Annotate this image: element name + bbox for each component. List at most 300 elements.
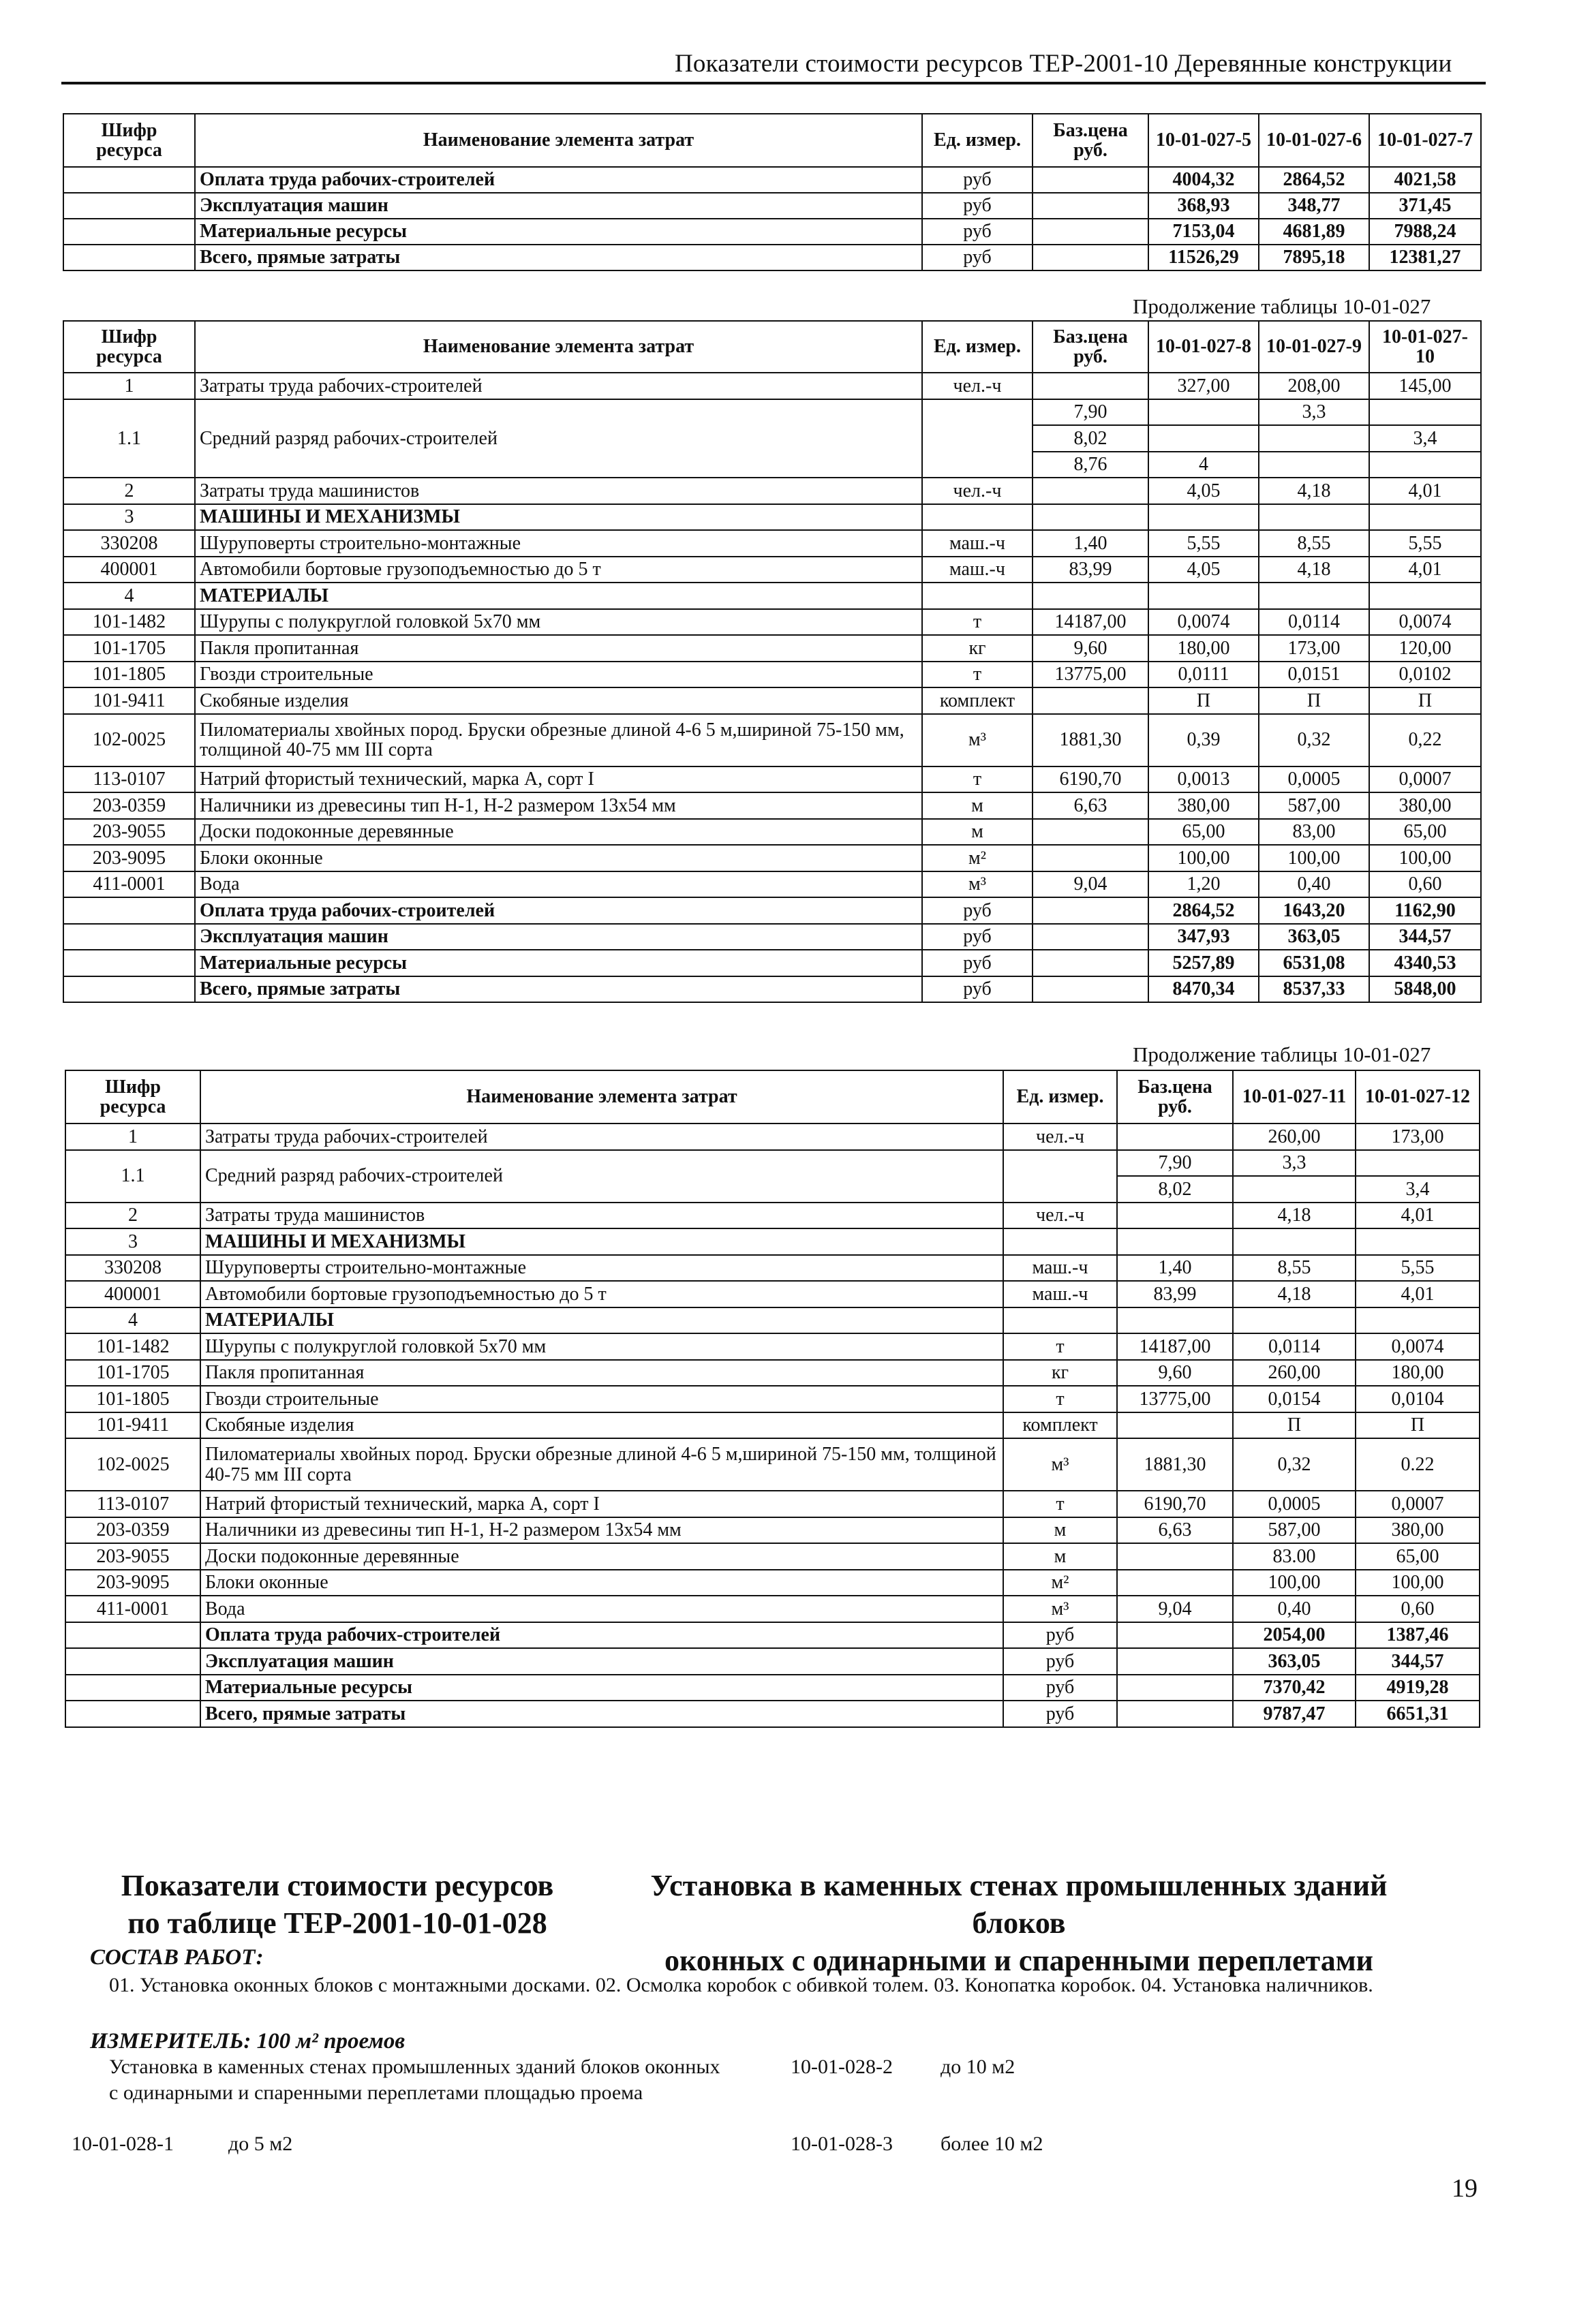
cell-value: 368,93 (1148, 193, 1259, 219)
cell-base-price (1117, 1307, 1233, 1334)
cell-unit: т (922, 609, 1033, 636)
cell-value: 380,00 (1148, 792, 1259, 819)
cell-unit: руб (922, 167, 1033, 193)
cell-base-price (1117, 1543, 1233, 1570)
cell-value (1148, 425, 1259, 452)
cell-name: МАШИНЫ И МЕХАНИЗМЫ (195, 504, 922, 531)
table-row (63, 976, 1481, 1003)
table-row (65, 1675, 1480, 1701)
cell-value: 0,0013 (1148, 766, 1259, 793)
cell-value: 0.22 (1356, 1438, 1480, 1491)
cell-code: 3 (63, 504, 195, 531)
cell-base-price (1033, 583, 1148, 609)
cell-value: П (1259, 687, 1369, 714)
cell-base-price (1033, 193, 1148, 219)
cell-unit: руб (1003, 1675, 1117, 1701)
table-header-row (65, 1070, 1480, 1124)
cell-value: 4,01 (1356, 1203, 1480, 1229)
table-row (65, 1124, 1480, 1150)
cell-unit: маш.-ч (922, 557, 1033, 583)
cell-unit: руб (922, 924, 1033, 950)
table-row (63, 766, 1481, 793)
cell-code: 330208 (65, 1255, 200, 1282)
cell-unit: маш.-ч (1003, 1281, 1117, 1307)
cell-name: Доски подоконные деревянные (200, 1543, 1003, 1570)
cell-unit: руб (922, 245, 1033, 270)
table-row (63, 714, 1481, 766)
cell-unit (922, 583, 1033, 609)
cell-base-price: 1881,30 (1033, 714, 1148, 766)
cell-unit (922, 399, 1033, 478)
col-header-v1: 10-01-027-5 (1148, 114, 1259, 167)
cell-base-price: 9,60 (1117, 1360, 1233, 1386)
cell-unit: т (922, 766, 1033, 793)
cost-table-3 (65, 1070, 1480, 1728)
cell-code (63, 950, 195, 976)
cell-unit: м³ (922, 714, 1033, 766)
col-header-v3: 10-01-027-10 (1369, 321, 1481, 373)
cell-base-price: 1,40 (1117, 1255, 1233, 1282)
table-row (65, 1701, 1480, 1727)
cell-value: 5,55 (1148, 530, 1259, 557)
section-title-left (116, 1867, 559, 1942)
table-row (63, 924, 1481, 950)
cell-name: Пакля пропитанная (200, 1360, 1003, 1386)
cell-value: 0,0114 (1259, 609, 1369, 636)
table-row (65, 1360, 1480, 1386)
cell-value: 1387,46 (1356, 1622, 1480, 1649)
cell-value: 12381,27 (1369, 245, 1481, 270)
cell-code (65, 1675, 200, 1701)
cell-value: 0,0074 (1356, 1333, 1480, 1360)
cell-name: Скобяные изделия (195, 687, 922, 714)
cell-value: П (1369, 687, 1481, 714)
cell-code: 1 (63, 373, 195, 399)
cell-unit (922, 504, 1033, 531)
table-row (63, 167, 1481, 193)
cell-code: 330208 (63, 530, 195, 557)
cell-value: 65,00 (1148, 819, 1259, 846)
item-code-3: 10-01-028-3 (791, 2133, 893, 2155)
cell-code: 101-1805 (63, 662, 195, 688)
cell-name: Средний разряд рабочих-строителей (195, 399, 922, 478)
table-row (63, 530, 1481, 557)
table-row (65, 1150, 1480, 1177)
col-header-v2: 10-01-027-6 (1259, 114, 1369, 167)
cell-value: 208,00 (1259, 373, 1369, 399)
cell-base-price: 9,04 (1117, 1596, 1233, 1622)
cell-base-price (1117, 1701, 1233, 1727)
cell-value: 5257,89 (1148, 950, 1259, 976)
cell-code: 101-1482 (63, 609, 195, 636)
cell-code: 101-1482 (65, 1333, 200, 1360)
cell-value: 4919,28 (1356, 1675, 1480, 1701)
table-row (63, 478, 1481, 504)
table-row (63, 245, 1481, 270)
cell-name: Всего, прямые затраты (200, 1701, 1003, 1727)
cell-base-price: 7,90 (1117, 1150, 1233, 1177)
cell-name: Гвозди строительные (195, 662, 922, 688)
cell-value: 260,00 (1233, 1124, 1356, 1150)
cell-base-price: 1,40 (1033, 530, 1148, 557)
cell-base-price: 9,60 (1033, 635, 1148, 662)
cell-name: Автомобили бортовые грузоподъемностью до 5 т (195, 557, 922, 583)
meter-label: ИЗМЕРИТЕЛЬ: 100 м² проемов (90, 2029, 406, 2054)
table-row (65, 1255, 1480, 1282)
cell-value (1356, 1150, 1480, 1177)
cell-value: 4,18 (1259, 478, 1369, 504)
cell-value: 2864,52 (1259, 167, 1369, 193)
section-title-right-line2: оконных с одинарными и спаренными переплетами (664, 1944, 1374, 1977)
cell-unit: руб (922, 219, 1033, 245)
cell-value: 7153,04 (1148, 219, 1259, 245)
continuation-note-2: Продолжение таблицы 10-01-027 (1133, 294, 1431, 318)
cell-value: 4,18 (1233, 1203, 1356, 1229)
cell-base-price: 8,02 (1033, 425, 1148, 452)
cell-value: 4021,58 (1369, 167, 1481, 193)
cell-value: 0,40 (1259, 871, 1369, 898)
cell-name: Натрий фтористый технический, марка А, сорт I (200, 1491, 1003, 1517)
cell-base-price: 7,90 (1033, 399, 1148, 426)
cell-code: 400001 (65, 1281, 200, 1307)
cell-value (1259, 504, 1369, 531)
cell-unit (1003, 1307, 1117, 1334)
section-title-right-line1: Установка в каменных стенах промышленных зданий блоков (650, 1869, 1388, 1940)
cell-unit: кг (1003, 1360, 1117, 1386)
works-text: 01. Установка оконных блоков с монтажными досками. 02. Осмолка коробок с обивкой толем. 03. Конопатка коробок. 04. Установка наличников. (109, 1974, 1373, 1996)
cell-value: П (1148, 687, 1259, 714)
table-header-row (63, 114, 1481, 167)
cell-name: Затраты труда рабочих-строителей (195, 373, 922, 399)
cell-code (63, 167, 195, 193)
cell-value: 65,00 (1369, 819, 1481, 846)
cell-base-price (1033, 167, 1148, 193)
cell-value: 0,0074 (1148, 609, 1259, 636)
cell-unit: м³ (1003, 1596, 1117, 1622)
cell-base-price (1117, 1228, 1233, 1255)
works-label: СОСТАВ РАБОТ: (90, 1945, 264, 1970)
cell-value: 1,20 (1148, 871, 1259, 898)
cell-code: 4 (65, 1307, 200, 1334)
cell-code: 1 (65, 1124, 200, 1150)
cell-unit (1003, 1228, 1117, 1255)
cell-name: Натрий фтористый технический, марка А, сорт I (195, 766, 922, 793)
cell-unit: чел.-ч (1003, 1203, 1117, 1229)
col-header-unit: Ед. измер. (922, 321, 1033, 373)
cell-base-price (1117, 1124, 1233, 1150)
cell-code: 102-0025 (63, 714, 195, 766)
cell-unit: чел.-ч (922, 373, 1033, 399)
cell-code: 102-0025 (65, 1438, 200, 1491)
table-row (63, 583, 1481, 609)
table-row (63, 504, 1481, 531)
cell-value: 8537,33 (1259, 976, 1369, 1003)
cell-value: 0,60 (1356, 1596, 1480, 1622)
cell-value: 0,0102 (1369, 662, 1481, 688)
table-header-row (63, 321, 1481, 373)
table-row (63, 193, 1481, 219)
cell-value (1233, 1176, 1356, 1203)
cell-code: 203-0359 (65, 1517, 200, 1544)
col-header-price: Баз.цена руб. (1117, 1070, 1233, 1124)
cell-base-price (1033, 219, 1148, 245)
cell-value: 0,0007 (1369, 766, 1481, 793)
cell-value: 5,55 (1356, 1255, 1480, 1282)
cell-value: 0,0005 (1259, 766, 1369, 793)
cell-value: 371,45 (1369, 193, 1481, 219)
cell-value (1259, 425, 1369, 452)
cell-name: Материальные ресурсы (195, 219, 922, 245)
cell-code: 400001 (63, 557, 195, 583)
table-row (65, 1622, 1480, 1649)
cell-unit: руб (922, 950, 1033, 976)
cell-value: 0,39 (1148, 714, 1259, 766)
col-header-unit: Ед. измер. (922, 114, 1033, 167)
cell-code: 411-0001 (63, 871, 195, 898)
cell-value: 7895,18 (1259, 245, 1369, 270)
cell-name: Наличники из древесины тип Н-1, Н-2 размером 13х54 мм (200, 1517, 1003, 1544)
cell-unit: маш.-ч (922, 530, 1033, 557)
cell-code: 4 (63, 583, 195, 609)
cell-value: 9787,47 (1233, 1701, 1356, 1727)
cost-table-2 (63, 320, 1482, 1003)
cell-value: 0,0104 (1356, 1386, 1480, 1412)
cell-value: 4340,53 (1369, 950, 1481, 976)
cell-base-price (1033, 478, 1148, 504)
cell-value: 344,57 (1369, 924, 1481, 950)
cell-value: 120,00 (1369, 635, 1481, 662)
cell-value: 8470,34 (1148, 976, 1259, 1003)
table-row (65, 1333, 1480, 1360)
cell-base-price: 6,63 (1033, 792, 1148, 819)
table-row (63, 871, 1481, 898)
page-header: Показатели стоимости ресурсов ТЕР-2001-10 Деревянные конструкции (675, 50, 1452, 78)
cell-base-price: 1881,30 (1117, 1438, 1233, 1491)
measure-description: Установка в каменных стенах промышленных зданий блоков оконных с одинарными и спаренными переплетами площадью проема (109, 2056, 720, 2105)
cell-base-price (1033, 897, 1148, 924)
cell-value: 6651,31 (1356, 1701, 1480, 1727)
cell-value (1259, 583, 1369, 609)
cell-unit: комплект (1003, 1412, 1117, 1439)
cell-value: 173,00 (1356, 1124, 1480, 1150)
cell-code: 203-9055 (65, 1543, 200, 1570)
cell-value: 7988,24 (1369, 219, 1481, 245)
section-title-left-line2: по таблице ТЕР-2001-10-01-028 (127, 1906, 547, 1940)
cell-value (1259, 452, 1369, 478)
cell-value: 587,00 (1233, 1517, 1356, 1544)
table-row (63, 687, 1481, 714)
cell-value: 4,18 (1259, 557, 1369, 583)
table-row (65, 1648, 1480, 1675)
table-row (63, 219, 1481, 245)
cell-value: 100,00 (1148, 845, 1259, 871)
cell-unit: м (922, 792, 1033, 819)
cell-code: 2 (65, 1203, 200, 1229)
table-row (65, 1543, 1480, 1570)
cell-name: Скобяные изделия (200, 1412, 1003, 1439)
table-row (65, 1412, 1480, 1439)
table-row (65, 1386, 1480, 1412)
cell-value: 4,18 (1233, 1281, 1356, 1307)
cell-name: МАТЕРИАЛЫ (195, 583, 922, 609)
cell-value: 5848,00 (1369, 976, 1481, 1003)
cell-unit: м² (922, 845, 1033, 871)
cell-name: Вода (200, 1596, 1003, 1622)
cell-base-price: 6190,70 (1033, 766, 1148, 793)
cell-name: Затраты труда машинистов (200, 1203, 1003, 1229)
cell-base-price (1117, 1203, 1233, 1229)
header-rule (61, 82, 1486, 84)
cell-unit: т (922, 662, 1033, 688)
cell-value: 3,4 (1356, 1176, 1480, 1203)
cell-unit: кг (922, 635, 1033, 662)
col-header-unit: Ед. измер. (1003, 1070, 1117, 1124)
cell-value (1233, 1228, 1356, 1255)
cell-unit: руб (922, 193, 1033, 219)
cell-base-price (1033, 373, 1148, 399)
cell-base-price (1033, 245, 1148, 270)
cell-unit: т (1003, 1333, 1117, 1360)
cell-value: 4,05 (1148, 478, 1259, 504)
cell-code: 2 (63, 478, 195, 504)
cell-value: 100,00 (1233, 1570, 1356, 1596)
cell-value: 0,0114 (1233, 1333, 1356, 1360)
cell-code: 101-1705 (63, 635, 195, 662)
cell-name: Шурупы с полукруглой головкой 5х70 мм (200, 1333, 1003, 1360)
cell-value: 363,05 (1259, 924, 1369, 950)
cell-base-price (1033, 687, 1148, 714)
cell-code: 101-1805 (65, 1386, 200, 1412)
cell-base-price: 83,99 (1033, 557, 1148, 583)
cell-name: Материальные ресурсы (195, 950, 922, 976)
cell-name: Оплата труда рабочих-строителей (195, 167, 922, 193)
cell-value: 8,55 (1259, 530, 1369, 557)
cell-unit: маш.-ч (1003, 1255, 1117, 1282)
cell-code: 113-0107 (63, 766, 195, 793)
cell-value: 100,00 (1369, 845, 1481, 871)
table-row (63, 635, 1481, 662)
cell-unit: м³ (922, 871, 1033, 898)
table-row (63, 557, 1481, 583)
table-row (65, 1281, 1480, 1307)
table-row (65, 1228, 1480, 1255)
cell-value: 1643,20 (1259, 897, 1369, 924)
cell-code: 411-0001 (65, 1596, 200, 1622)
cell-value (1369, 583, 1481, 609)
cell-base-price (1117, 1570, 1233, 1596)
cell-value: 5,55 (1369, 530, 1481, 557)
cell-value: 7370,42 (1233, 1675, 1356, 1701)
cell-value: 3,3 (1233, 1150, 1356, 1177)
cell-value: 4,01 (1369, 478, 1481, 504)
col-header-code: Шифр ресурса (63, 114, 195, 167)
cell-value: 173,00 (1259, 635, 1369, 662)
cell-code: 203-9055 (63, 819, 195, 846)
cell-value: 0,0111 (1148, 662, 1259, 688)
cell-unit: чел.-ч (922, 478, 1033, 504)
page-number: 19 (1452, 2174, 1478, 2203)
cell-name: Эксплуатация машин (195, 193, 922, 219)
section-title-left-line1: Показатели стоимости ресурсов (121, 1869, 554, 1902)
cell-code: 101-1705 (65, 1360, 200, 1386)
cell-value: 180,00 (1356, 1360, 1480, 1386)
cell-unit: чел.-ч (1003, 1124, 1117, 1150)
cell-unit: комплект (922, 687, 1033, 714)
cell-value: П (1233, 1412, 1356, 1439)
col-header-price: Баз.цена руб. (1033, 321, 1148, 373)
cell-value: 347,93 (1148, 924, 1259, 950)
cell-base-price (1117, 1622, 1233, 1649)
cell-value: 380,00 (1369, 792, 1481, 819)
cell-unit: м (1003, 1543, 1117, 1570)
cell-code (65, 1648, 200, 1675)
cell-name: Доски подоконные деревянные (195, 819, 922, 846)
section-title-right (613, 1867, 1424, 1979)
cell-base-price: 13775,00 (1117, 1386, 1233, 1412)
table-row (65, 1307, 1480, 1334)
cell-unit: м (1003, 1517, 1117, 1544)
cell-name: МАШИНЫ И МЕХАНИЗМЫ (200, 1228, 1003, 1255)
cell-name: Шуруповерты строительно-монтажные (195, 530, 922, 557)
cell-code: 1.1 (65, 1150, 200, 1203)
cell-base-price: 9,04 (1033, 871, 1148, 898)
cell-code (63, 897, 195, 924)
cell-base-price: 13775,00 (1033, 662, 1148, 688)
cell-base-price: 14187,00 (1033, 609, 1148, 636)
cell-name: Блоки оконные (200, 1570, 1003, 1596)
cell-value: 380,00 (1356, 1517, 1480, 1544)
cell-unit: т (1003, 1386, 1117, 1412)
col-header-v2: 10-01-027-12 (1356, 1070, 1480, 1124)
cell-value: 0,60 (1369, 871, 1481, 898)
cell-base-price: 8,76 (1033, 452, 1148, 478)
cell-value (1356, 1228, 1480, 1255)
table-row (65, 1596, 1480, 1622)
cell-value: 0,0005 (1233, 1491, 1356, 1517)
continuation-note-3: Продолжение таблицы 10-01-027 (1133, 1042, 1431, 1066)
col-header-v2: 10-01-027-9 (1259, 321, 1369, 373)
cell-value: 145,00 (1369, 373, 1481, 399)
cell-value: 83,00 (1259, 819, 1369, 846)
cell-value: 363,05 (1233, 1648, 1356, 1675)
item-text-2: до 10 м2 (941, 2056, 1015, 2078)
cell-code (65, 1622, 200, 1649)
col-header-v1: 10-01-027-8 (1148, 321, 1259, 373)
col-header-v3: 10-01-027-7 (1369, 114, 1481, 167)
cell-value (1233, 1307, 1356, 1334)
cell-base-price (1117, 1412, 1233, 1439)
cell-base-price (1117, 1648, 1233, 1675)
cell-value: 0,22 (1369, 714, 1481, 766)
cell-value: 3,4 (1369, 425, 1481, 452)
cell-name: Наличники из древесины тип Н-1, Н-2 размером 13х54 мм (195, 792, 922, 819)
cell-base-price (1033, 819, 1148, 846)
cell-value (1369, 399, 1481, 426)
cell-value: 4681,89 (1259, 219, 1369, 245)
cell-unit: руб (922, 976, 1033, 1003)
item-code-2: 10-01-028-2 (791, 2056, 893, 2078)
col-header-name: Наименование элемента затрат (195, 321, 922, 373)
table-row (63, 792, 1481, 819)
cell-value: 1162,90 (1369, 897, 1481, 924)
cell-unit: руб (1003, 1648, 1117, 1675)
cell-unit: т (1003, 1491, 1117, 1517)
cell-value: 4,01 (1356, 1281, 1480, 1307)
cell-name: Затраты труда рабочих-строителей (200, 1124, 1003, 1150)
cell-value: 100,00 (1356, 1570, 1480, 1596)
cell-name: Оплата труда рабочих-строителей (195, 897, 922, 924)
cell-value (1148, 504, 1259, 531)
